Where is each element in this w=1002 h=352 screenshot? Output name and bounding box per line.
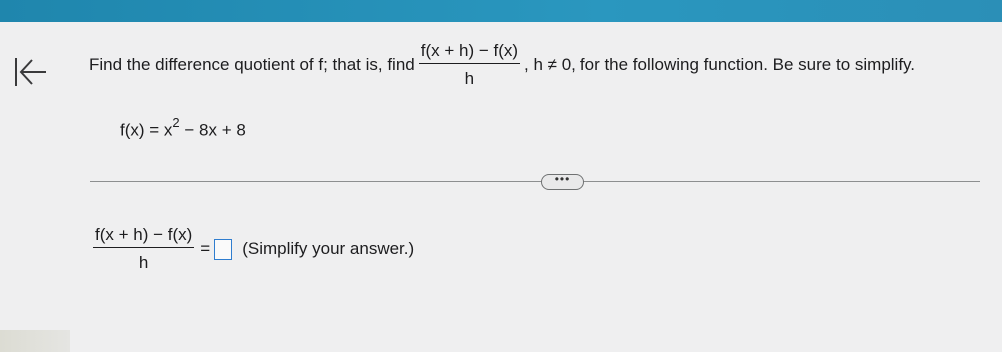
more-options-button[interactable]	[541, 174, 584, 190]
fraction-numerator: f(x + h) − f(x)	[419, 42, 520, 64]
difference-quotient-fraction	[419, 42, 520, 88]
function-definition	[120, 117, 246, 141]
more-options-label: •••	[554, 172, 571, 186]
function-rhs: − 8x + 8	[179, 120, 246, 140]
prompt-text-after: for the following function. Be sure to simplify.	[579, 55, 916, 74]
back-arrow-icon[interactable]	[10, 55, 48, 89]
answer-fraction-denominator: h	[138, 253, 149, 272]
top-bar	[0, 0, 1002, 22]
answer-input[interactable]	[214, 239, 232, 260]
answer-fraction	[93, 226, 194, 272]
answer-fraction-numerator: f(x + h) − f(x)	[93, 226, 194, 248]
fraction-denominator: h	[464, 69, 475, 88]
answer-row	[89, 226, 414, 272]
function-exponent: 2	[172, 115, 180, 130]
function-lhs: f(x) = x	[120, 120, 173, 140]
question-prompt	[89, 42, 915, 88]
section-divider	[90, 181, 980, 182]
condition-text: , h ≠ 0,	[524, 55, 576, 74]
simplify-hint: (Simplify your answer.)	[242, 239, 415, 258]
prompt-text-before: Find the difference quotient of f; that is, find	[89, 55, 415, 74]
equals-sign: =	[200, 239, 211, 258]
photo-glare	[0, 330, 70, 352]
